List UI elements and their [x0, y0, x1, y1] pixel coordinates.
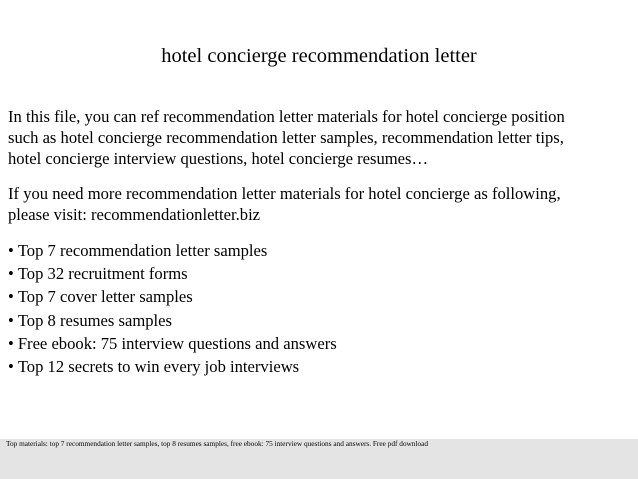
intro-paragraph	[8, 106, 630, 169]
footer-bar	[0, 439, 638, 479]
paragraph-spacer	[8, 225, 630, 239]
intro-line: hotel concierge interview questions, hotel concierge resumes…	[8, 149, 429, 168]
content-body	[8, 106, 630, 378]
bullet-dot-icon: •	[8, 241, 14, 260]
bullet-item	[8, 332, 630, 355]
bullet-text: Top 7 recommendation letter samples	[17, 241, 268, 260]
bullet-item	[8, 239, 630, 262]
bullet-list	[8, 239, 630, 378]
more-line: please visit: recommendationletter.biz	[8, 205, 261, 224]
intro-line: such as hotel concierge recommendation letter samples, recommendation letter tips,	[8, 128, 564, 147]
bullet-item	[8, 285, 630, 308]
bullet-dot-icon: •	[8, 264, 14, 284]
bullet-dot-icon: •	[8, 310, 14, 330]
intro-line: In this file, you can ref recommendation letter materials for hotel concierge position	[8, 107, 565, 126]
bullet-text: Top 8 resumes samples	[17, 310, 172, 330]
bullet-text: Top 12 secrets to win every job interviews	[17, 357, 300, 377]
paragraph-spacer	[8, 169, 630, 183]
footer-text: Top materials: top 7 recommendation letter samples, top 8 resumes samples, free ebook: 75 interview questions and answers. Free pdf download	[6, 439, 428, 448]
more-paragraph	[8, 183, 630, 225]
bullet-item	[8, 262, 630, 285]
bullet-text: Free ebook: 75 interview questions and answers	[17, 333, 337, 353]
bullet-text: Top 32 recruitment forms	[17, 264, 188, 284]
bullet-dot-icon: •	[8, 287, 14, 307]
bullet-text: Top 7 cover letter samples	[17, 287, 193, 307]
bullet-dot-icon: •	[8, 357, 14, 377]
more-line: If you need more recommendation letter materials for hotel concierge as following,	[8, 184, 561, 203]
bullet-item	[8, 355, 630, 378]
page-title: hotel concierge recommendation letter	[161, 45, 477, 67]
bullet-dot-icon: •	[8, 333, 14, 353]
bullet-item	[8, 309, 630, 332]
